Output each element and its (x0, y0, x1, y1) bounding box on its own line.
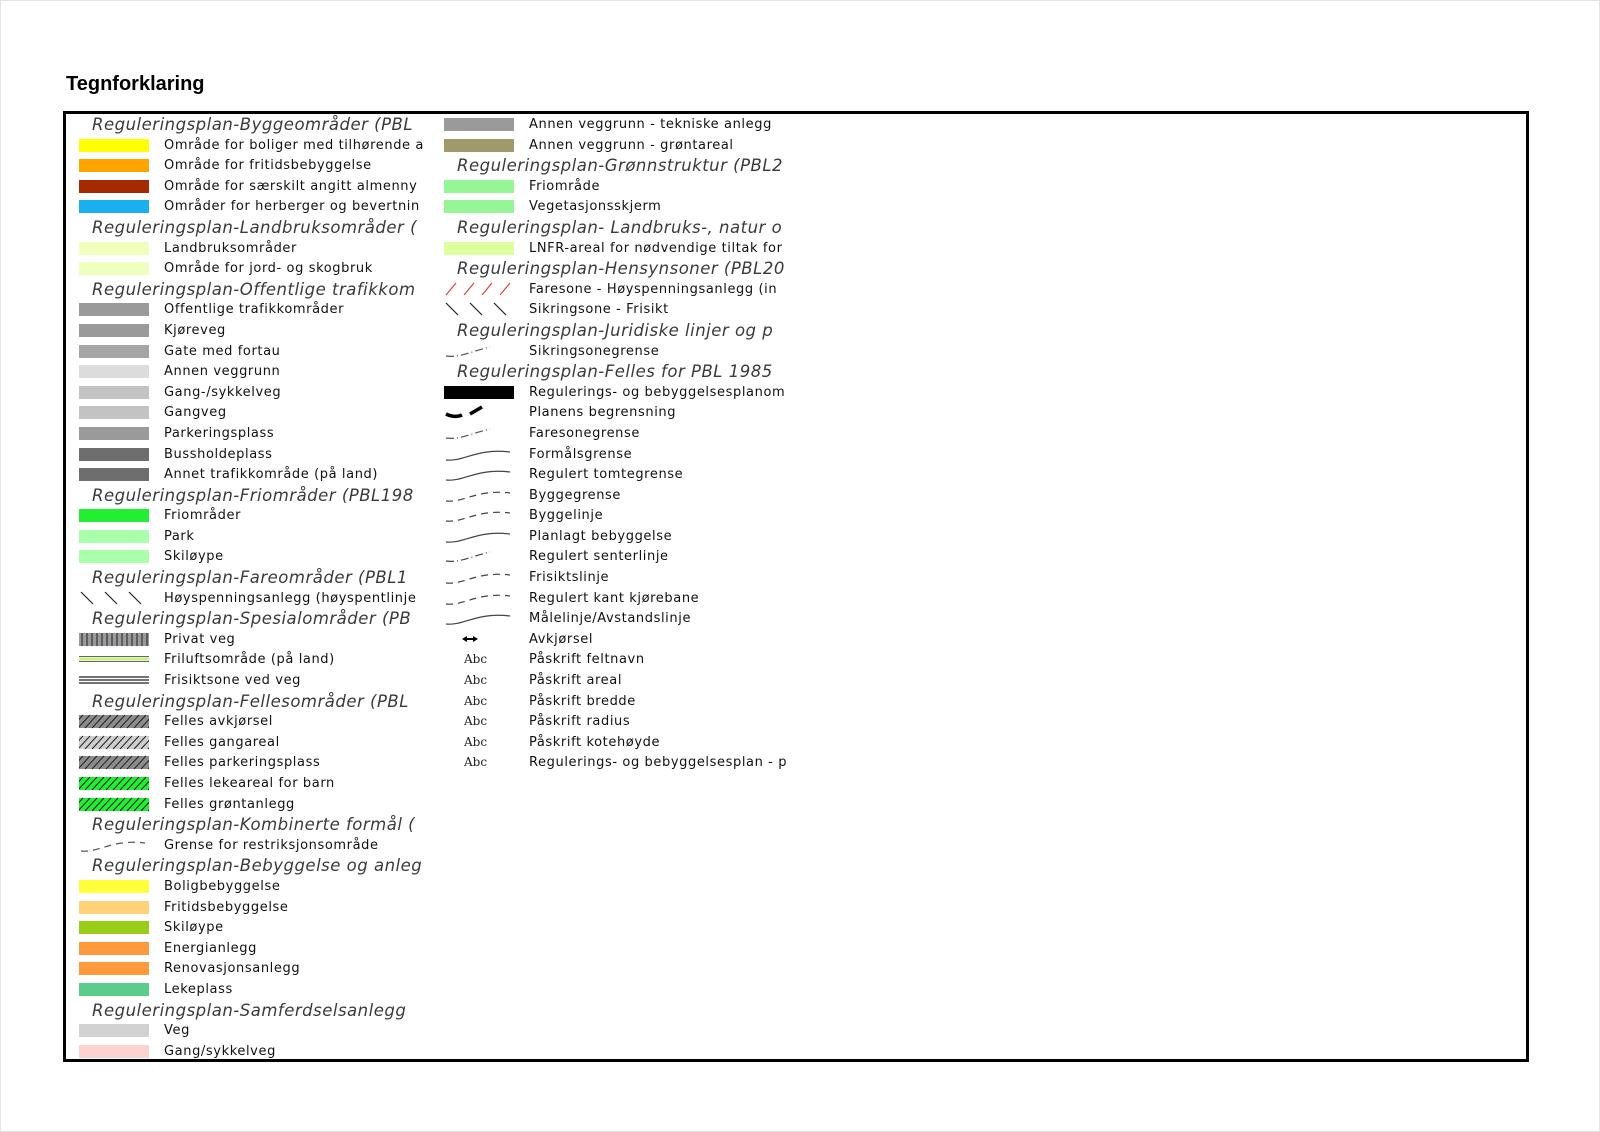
legend-item-veg (79, 1020, 434, 1041)
legend-symbol-dashwave (79, 835, 149, 855)
legend-item-felles-gangareal (79, 732, 434, 753)
legend-item-regulerings-og-bebyggelsesplan-p (444, 752, 869, 773)
legend-item-skil-ype (79, 546, 434, 567)
legend-symbol-hlines (79, 670, 149, 690)
legend-label: Bussholdeplass (164, 446, 273, 462)
legend-item-annen-veggrunn (79, 361, 434, 382)
legend-label: Friluftsområde (på land) (164, 652, 335, 668)
legend-label: Skiløype (164, 920, 224, 936)
legend-label: Sikringsone - Frisikt (529, 302, 669, 318)
legend-symbol-fill (444, 176, 514, 196)
legend-item-frisiktsone-ved-veg (79, 670, 434, 691)
legend-item-felles-gr-ntanlegg (79, 794, 434, 815)
legend-label: Planlagt bebyggelse (529, 528, 673, 544)
text-label-symbol: Abc (464, 673, 488, 688)
legend-symbol-fill (79, 155, 149, 175)
legend-section-header (79, 485, 434, 506)
legend-label: Regulerings- og bebyggelsesplanom (529, 384, 786, 400)
legend-symbol-fill (79, 299, 149, 319)
legend-label: Offentlige trafikkområder (164, 302, 345, 318)
legend-item-h-yspenningsanlegg-h-yspentlinje (79, 588, 434, 609)
legend-item-faresone-h-yspenningsanlegg-in (444, 279, 869, 300)
legend-symbol-hatch (79, 732, 149, 752)
legend-item-gangveg (79, 402, 434, 423)
legend-section-header (79, 114, 434, 135)
legend-symbol-wave (444, 608, 514, 628)
legend-item-omrade-for-boliger-med-tilh-rende-a (79, 135, 434, 156)
legend-label: Friområder (164, 508, 242, 524)
legend-label: Skiløype (164, 549, 224, 565)
legend-label: Påskrift kotehøyde (529, 734, 661, 750)
legend-label: Renovasjonsanlegg (164, 961, 301, 977)
legend-item-omrade-for-fritidsbebyggelse (79, 155, 434, 176)
text-label-symbol: Abc (464, 734, 488, 749)
legend-item-lnfr-areal-for-n-dvendige-tiltak-for (444, 238, 869, 259)
legend-item-regulert-senterlinje (444, 546, 869, 567)
legend-symbol-dashdot (444, 546, 514, 566)
legend-section-header (444, 217, 869, 238)
legend-item-felles-lekeareal-for-barn (79, 773, 434, 794)
legend-item-landbruksomrader (79, 238, 434, 259)
legend-symbol-fill (79, 258, 149, 278)
legend-symbol-dashwave (444, 485, 514, 505)
legend-section-header (79, 608, 434, 629)
legend-label: Område for fritidsbebyggelse (164, 158, 372, 174)
legend-label: Påskrift bredde (529, 693, 636, 709)
legend-label: Annen veggrunn - grøntareal (529, 137, 734, 153)
legend-symbol-greenline (79, 649, 149, 669)
legend-item-skil-ype (79, 917, 434, 938)
legend-symbol-redticks (444, 279, 514, 299)
text-label-symbol: Abc (464, 652, 488, 667)
legend-item-annet-trafikkomrade-pa-land (79, 464, 434, 485)
legend-item-annen-veggrunn-tekniske-anlegg (444, 114, 869, 135)
legend-symbol-fill (79, 402, 149, 422)
legend-frame (63, 111, 1529, 1062)
legend-item-offentlige-trafikkomrader (79, 299, 434, 320)
legend-item-regulert-tomtegrense (444, 464, 869, 485)
legend-label: Veg (164, 1023, 190, 1039)
legend-label: Frisiktsone ved veg (164, 673, 302, 689)
legend-symbol-hatch (79, 773, 149, 793)
legend-label: Faresone - Høyspenningsanlegg (in (529, 281, 778, 297)
legend-label: Gate med fortau (164, 343, 281, 359)
legend-symbol-fill (79, 196, 149, 216)
legend-item-parkeringsplass (79, 423, 434, 444)
legend-symbol-fill (79, 526, 149, 546)
legend-label: Fritidsbebyggelse (164, 899, 289, 915)
legend-label: Regulert senterlinje (529, 549, 669, 565)
section-title: Reguleringsplan-Spesialområder (PB (92, 609, 412, 629)
legend-item-vegetasjonsskjerm (444, 196, 869, 217)
legend-symbol-arrow (444, 629, 514, 649)
legend-symbol-dashdot (444, 341, 514, 361)
legend-label: Felles grøntanlegg (164, 796, 295, 812)
legend-item-friomrader (79, 505, 434, 526)
legend-label: Område for jord- og skogbruk (164, 261, 373, 277)
legend-item-energianlegg (79, 938, 434, 959)
legend-item-felles-avkj-rsel (79, 711, 434, 732)
legend-item-paskrift-areal (444, 670, 869, 691)
legend-item-formalsgrense (444, 444, 869, 465)
legend-label: Grense for restriksjonsområde (164, 837, 379, 853)
legend-item-privat-veg (79, 629, 434, 650)
legend-label: Områder for herberger og bevertnin (164, 199, 420, 215)
legend-symbol-fill (79, 423, 149, 443)
legend-item-annen-veggrunn-gr-ntareal (444, 135, 869, 156)
section-title: Reguleringsplan-Grønnstruktur (PBL2 (457, 156, 784, 176)
legend-section-header (79, 279, 434, 300)
legend-section-header (444, 258, 869, 279)
section-title: Reguleringsplan- Landbruks-, natur o (457, 217, 783, 237)
legend-label: Sikringsonegrense (529, 343, 660, 359)
legend-label: Område for boliger med tilhørende a (164, 137, 424, 153)
legend-symbol-fill (79, 897, 149, 917)
legend-label: Målelinje/Avstandslinje (529, 611, 692, 627)
legend-item-park (79, 526, 434, 547)
legend-label: Felles avkjørsel (164, 714, 273, 730)
legend-label: Parkeringsplass (164, 425, 275, 441)
legend-item-omrade-for-s-rskilt-angitt-almenny (79, 176, 434, 197)
legend-symbol-fill (79, 341, 149, 361)
section-title: Reguleringsplan-Friområder (PBL198 (92, 485, 414, 505)
legend-label: Landbruksområder (164, 240, 297, 256)
legend-label: Lekeplass (164, 981, 233, 997)
legend-item-paskrift-koteh-yde (444, 732, 869, 753)
legend-label: Regulert kant kjørebane (529, 590, 700, 606)
legend-symbol-dashwave (444, 505, 514, 525)
legend-item-paskrift-radius (444, 711, 869, 732)
section-title: Reguleringsplan-Fellesområder (PBL (92, 691, 409, 711)
legend-symbol-fill (79, 361, 149, 381)
legend-item-sikringsonegrense (444, 341, 869, 362)
legend-label: Privat veg (164, 631, 236, 647)
legend-label: Felles lekeareal for barn (164, 776, 335, 791)
legend-symbol-fill (79, 135, 149, 155)
legend-section-header (444, 155, 869, 176)
legend-item-renovasjonsanlegg (79, 958, 434, 979)
legend-label: Påskrift areal (529, 673, 623, 689)
legend-symbol-fill (79, 958, 149, 978)
legend-symbol-fill (79, 320, 149, 340)
legend-symbol-hatch (79, 711, 149, 731)
legend-section-header (79, 855, 434, 876)
legend-item-regulert-kant-kj-rebane (444, 588, 869, 609)
legend-item-planlagt-bebyggelse (444, 526, 869, 547)
legend-symbol-wave (444, 444, 514, 464)
legend-label: LNFR-areal for nødvendige tiltak for (529, 240, 783, 256)
legend-item-omrade-for-jord-og-skogbruk (79, 258, 434, 279)
legend-item-frisiktslinje (444, 567, 869, 588)
legend-label: Park (164, 528, 195, 544)
legend-symbol-wave (444, 526, 514, 546)
legend-label: Friområde (529, 178, 601, 194)
section-title: Reguleringsplan-Hensynsoner (PBL20 (457, 259, 785, 279)
legend-item-friomrade (444, 176, 869, 197)
legend-item-faresonegrense (444, 423, 869, 444)
legend-label: Annen veggrunn - tekniske anlegg (529, 117, 772, 132)
legend-symbol-fill (79, 238, 149, 258)
legend-item-paskrift-feltnavn (444, 649, 869, 670)
legend-item-planens-begrensning (444, 402, 869, 423)
section-title: Reguleringsplan-Fareområder (PBL1 (92, 568, 408, 588)
legend-label: Gang-/sykkelveg (164, 384, 282, 400)
legend-label: Faresonegrense (529, 425, 640, 441)
legend-symbol-wave (444, 464, 514, 484)
legend-symbol-ticksrev (444, 299, 514, 319)
legend-item-boligbebyggelse (79, 876, 434, 897)
legend-label: Formålsgrense (529, 446, 633, 462)
legend-symbol-hatch (79, 794, 149, 814)
legend-section-header (79, 1000, 434, 1021)
section-title: Reguleringsplan-Offentlige trafikkom (92, 279, 416, 299)
legend-item-grense-for-restriksjonsomrade (79, 835, 434, 856)
legend-label: Påskrift feltnavn (529, 652, 645, 668)
legend-symbol-fill (444, 135, 514, 155)
legend-symbol-fill (444, 114, 514, 134)
section-title: Reguleringsplan-Landbruksområder ( (92, 217, 418, 237)
legend-label: Regulerings- og bebyggelsesplan - p (529, 755, 788, 771)
legend-symbol-fill (79, 505, 149, 525)
legend-symbol-fill (444, 196, 514, 216)
legend-item-gang-sykkelveg (79, 1041, 434, 1062)
legend-section-header (79, 567, 434, 588)
legend-label: Energianlegg (164, 940, 257, 956)
legend-symbol-fill (444, 238, 514, 258)
text-label-symbol: Abc (464, 755, 488, 770)
legend-symbol-fill (444, 382, 514, 402)
legend-item-gate-med-fortau (79, 341, 434, 362)
legend-label: Gang/sykkelveg (164, 1043, 276, 1059)
legend-symbol-vstripes (79, 629, 149, 649)
legend-symbol-dashwave (444, 588, 514, 608)
legend-item-kj-reveg (79, 320, 434, 341)
legend-label: Regulert tomtegrense (529, 467, 684, 483)
legend-label: Høyspenningsanlegg (høyspentlinje (164, 590, 417, 606)
legend-column-left (79, 114, 434, 1061)
legend-label: Boligbebyggelse (164, 878, 281, 894)
section-title: Reguleringsplan-Samferdselsanlegg (92, 1000, 407, 1020)
legend-symbol-dashwave (444, 567, 514, 587)
legend-label: Frisiktslinje (529, 570, 610, 586)
legend-symbol-thickdash (444, 402, 514, 422)
legend-symbol-fill (79, 176, 149, 196)
legend-item-fritidsbebyggelse (79, 897, 434, 918)
legend-item-regulerings-og-bebyggelsesplanom (444, 382, 869, 403)
text-label-symbol: Abc (464, 714, 488, 729)
legend-symbol-fill (79, 464, 149, 484)
legend-symbol-fill (79, 1041, 149, 1061)
legend-item-bussholdeplass (79, 444, 434, 465)
legend-symbol-fill (79, 444, 149, 464)
section-title: Reguleringsplan-Bebyggelse og anleg (92, 856, 423, 876)
legend-section-header (444, 320, 869, 341)
legend-symbol-ticks (79, 588, 149, 608)
legend-label: Felles parkeringsplass (164, 755, 321, 771)
legend-label: Kjøreveg (164, 322, 226, 338)
legend-item-byggegrense (444, 485, 869, 506)
legend-section-header (79, 217, 434, 238)
legend-label: Område for særskilt angitt almenny (164, 178, 418, 194)
legend-label: Vegetasjonsskjerm (529, 199, 662, 215)
legend-label: Planens begrensning (529, 405, 677, 421)
legend-column-right (444, 114, 869, 773)
legend-symbol-fill (79, 382, 149, 402)
legend-symbol-hatch (79, 752, 149, 772)
legend-label: Avkjørsel (529, 631, 594, 647)
section-title: Reguleringsplan-Juridiske linjer og p (457, 320, 774, 340)
legend-item-friluftsomrade-pa-land (79, 649, 434, 670)
legend-label: Gangveg (164, 405, 227, 421)
section-title: Reguleringsplan-Byggeområder (PBL (92, 115, 414, 134)
text-label-symbol: Abc (464, 693, 488, 708)
legend-label: Byggelinje (529, 508, 604, 524)
legend-symbol-fill (79, 979, 149, 999)
legend-item-malelinje-avstandslinje (444, 608, 869, 629)
legend-item-paskrift-bredde (444, 691, 869, 712)
legend-item-felles-parkeringsplass (79, 752, 434, 773)
legend-symbol-fill (79, 917, 149, 937)
legend-item-omrader-for-herberger-og-bevertnin (79, 196, 434, 217)
legend-label: Påskrift radius (529, 714, 631, 730)
page-title: Tegnforklaring (66, 73, 205, 95)
section-title: Reguleringsplan-Felles for PBL 1985 (457, 362, 773, 382)
legend-label: Annen veggrunn (164, 364, 281, 380)
legend-symbol-fill (79, 876, 149, 896)
legend-item-lekeplass (79, 979, 434, 1000)
legend-label: Annet trafikkområde (på land) (164, 467, 379, 483)
legend-item-byggelinje (444, 505, 869, 526)
legend-label: Felles gangareal (164, 734, 280, 750)
legend-symbol-fill (79, 938, 149, 958)
legend-symbol-fill (79, 546, 149, 566)
legend-label: Byggegrense (529, 487, 622, 503)
legend-symbol-fill (79, 1020, 149, 1040)
section-title: Reguleringsplan-Kombinerte formål ( (92, 815, 416, 835)
legend-item-gang-sykkelveg (79, 382, 434, 403)
legend-item-sikringsone-frisikt (444, 299, 869, 320)
legend-section-header (444, 361, 869, 382)
legend-item-avkj-rsel (444, 629, 869, 650)
legend-section-header (79, 814, 434, 835)
legend-section-header (79, 691, 434, 712)
legend-symbol-dashdot (444, 423, 514, 443)
